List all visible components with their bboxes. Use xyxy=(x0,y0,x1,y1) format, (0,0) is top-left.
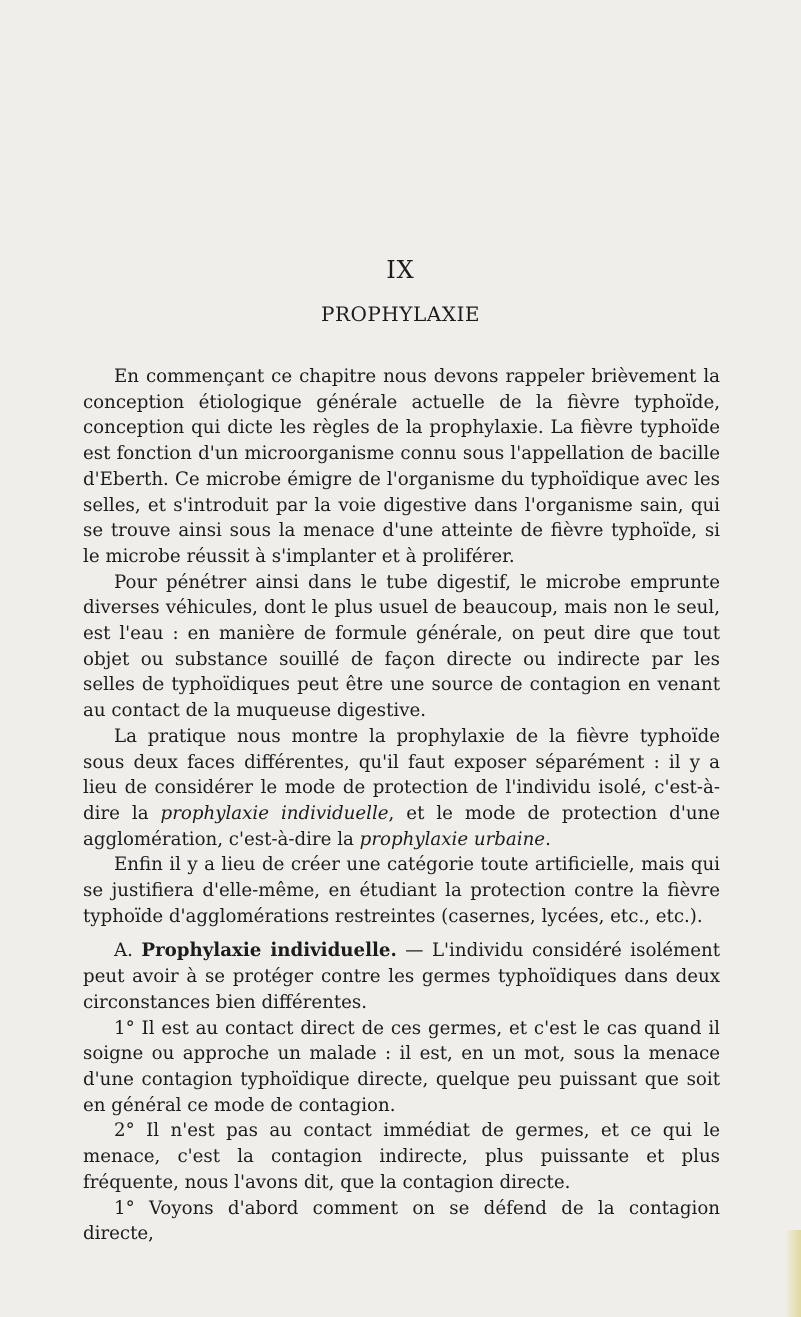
paragraph-direct-defense: 1° Voyons d'abord comment on se défend de la contagion directe, xyxy=(83,1197,720,1245)
term-prophylaxie-individuelle: prophylaxie individuelle xyxy=(160,802,389,824)
paragraph-two-faces-part2: , et le mode de protection d'une agglomération, c'est-à-dire la xyxy=(83,802,721,850)
paragraph-artificial-category: Enfin il y a lieu de créer une catégorie toute artificielle, mais qui se justifiera d'elle-même, en étudiant la protection contre la fièvre typhoïde d'agglomérations restreintes (casernes, lycées, etc., etc.). xyxy=(83,854,720,927)
paragraph-transmission: Pour pénétrer ainsi dans le tube digestif, le microbe emprunte diverses véhicules, dont le plus usuel de beaucoup, mais non le seul, est l'eau : en manière de formule générale, on peut dire que tout objet ou substance souillé de façon directe ou indirecte par les selles de typhoïdiques peut être une source de contagion en venant au contact de la muqueuse digestive. xyxy=(83,571,720,722)
section-a-text: — L'individu considéré isolément peut avoir à se protéger contre les germes typhoïdiques dans deux circonstances bien différentes. xyxy=(83,940,721,1013)
chapter-title: PROPHYLAXIE xyxy=(321,302,480,326)
paragraph-two-faces-part1: La pratique nous montre la prophylaxie de la fièvre typhoïde sous deux faces différentes, qu'il faut exposer séparément : il y a lieu de considérer le mode de protection de l'individu isolé, c'est-à-dire la xyxy=(83,725,720,824)
paragraph-direct-contact: 1° Il est au contact direct de ces germes, et c'est le cas quand il soigne ou approche un malade : il est, en un mot, sous la menace d'une contagion typhoïdique directe, quelque peu puissant que soit en général ce mode de contagion. xyxy=(83,1017,720,1116)
chapter-number: IX xyxy=(386,256,415,284)
section-a-heading: Prophylaxie individuelle. xyxy=(141,940,397,962)
page-edge-discoloration xyxy=(785,1230,801,1317)
term-prophylaxie-urbaine: prophylaxie urbaine xyxy=(359,828,546,850)
paragraph-two-faces xyxy=(83,724,720,853)
section-a-paragraph xyxy=(83,938,720,1015)
paragraph-indirect-contact: 2° Il n'est pas au contact immédiat de germes, et ce qui le menace, c'est la contagion indirecte, plus puissante et plus fréquente, nous l'avons dit, que la contagion directe. xyxy=(83,1120,720,1193)
paragraph-intro: En commençant ce chapitre nous devons rappeler brièvement la conception étiologique générale actuelle de la fièvre typhoïde, conception qui dicte les règles de la prophylaxie. La fièvre typhoïde est fonction d'un microorganisme connu sous l'appellation de bacille d'Eberth. Ce microbe émigre de l'organisme du typhoïdique avec les selles, et s'introduit par la voie digestive dans l'organisme sain, qui se trouve ainsi sous la menace d'une atteinte de fièvre typhoïde, si le microbe réussit à s'implanter et à proliférer. xyxy=(83,366,720,567)
paragraph-two-faces-part3: . xyxy=(545,828,551,850)
section-a-label: A. xyxy=(114,940,142,962)
body-text xyxy=(83,364,720,1247)
